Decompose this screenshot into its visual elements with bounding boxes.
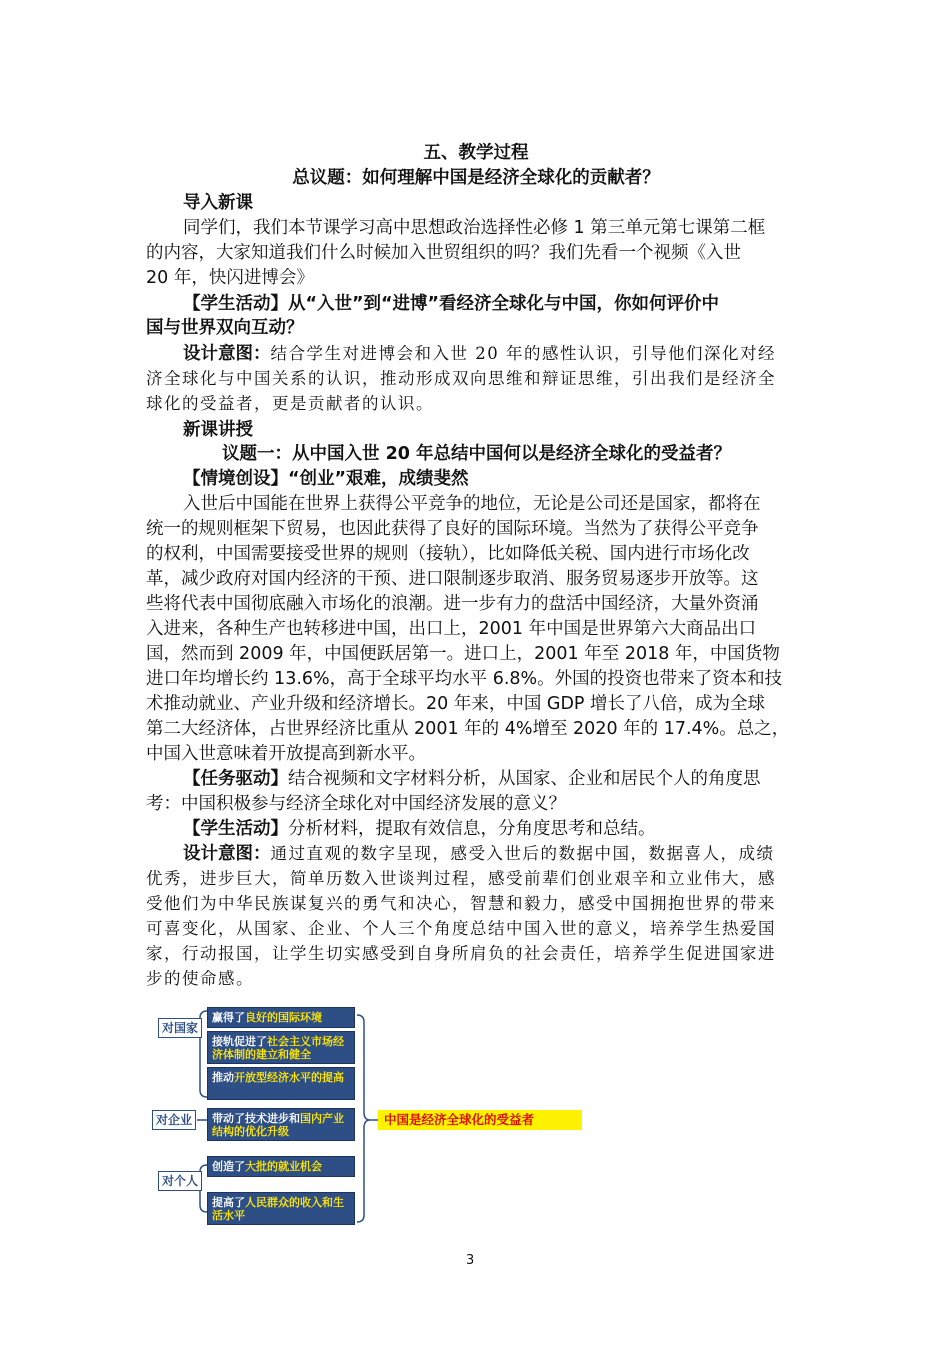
box-employment bbox=[207, 1156, 355, 1177]
box-living-standard bbox=[207, 1192, 355, 1225]
box-open-economy bbox=[207, 1067, 355, 1100]
box-industrial-upgrade bbox=[207, 1108, 355, 1141]
box-text: 推动 bbox=[212, 1071, 234, 1084]
design2-line-5: 家，行动报国，让学生切实感受到自身所肩负的社会责任，培养学生促进国家进 bbox=[146, 944, 776, 963]
box-highlight: 国内产业结构的优化升级 bbox=[212, 1112, 344, 1138]
activity2-text: 分析材料，提取有效信息，分角度思考和总结。 bbox=[288, 819, 656, 839]
body-line-10: 第二大经济体，占世界经济比重从 2001 年的 4%增至 2020 年的 17.4%。总之， bbox=[146, 719, 790, 739]
box-text: 接轨促进了 bbox=[212, 1035, 267, 1048]
activity2-label: 【学生活动】 bbox=[183, 819, 288, 839]
design2-line-3: 受他们为中华民族谋复兴的勇气和决心，智慧和毅力，感受中国拥抱世界的带来 bbox=[146, 894, 776, 913]
body-line-7: 国，然而到 2009 年，中国便跃居第一。进口上，2001 年至 2018 年，中国货物 bbox=[146, 644, 780, 664]
intro-line-3: 20 年，快闪进博会》 bbox=[146, 268, 314, 288]
design2-line-4: 可喜变化，从国家、企业、个人三个角度总结中国入世的意义，培养学生热爱国 bbox=[146, 919, 776, 938]
intro-line-1: 同学们，我们本节课学习高中思想政治选择性必修 1 第三单元第七课第二框 bbox=[183, 218, 766, 238]
body-line-9: 术推动就业、产业升级和经济增长。20 年来，中国 GDP 增长了八倍，成为全球 bbox=[146, 694, 766, 714]
design2-label: 设计意图： bbox=[183, 844, 271, 864]
scenario-heading: 【情境创设】“创业”艰难，成绩斐然 bbox=[183, 469, 469, 489]
box-market-economy bbox=[207, 1031, 355, 1064]
box-text: 带动了技术进步和 bbox=[212, 1112, 300, 1125]
design1-text-1: 结合学生对进博会和入世 20 年的感性认识，引导他们深化对经 bbox=[270, 344, 776, 363]
tag-enterprise: 对企业 bbox=[152, 1110, 196, 1130]
body-line-2: 统一的规则框架下贸易，也因此获得了良好的国际环境。当然为了获得公平竞争 bbox=[146, 519, 759, 539]
box-highlight: 人民群众的收入和生活水平 bbox=[212, 1196, 344, 1222]
body-line-8: 进口年均增长约 13.6%，高于全球平均水平 6.8%。外国的投资也带来了资本和技 bbox=[146, 669, 783, 689]
design2-line-2: 优秀，进步巨大，简单历数入世谈判过程，感受前辈们创业艰辛和立业伟大，感 bbox=[146, 869, 776, 888]
box-highlight: 社会主义市场经济体制的建立和健全 bbox=[212, 1035, 344, 1061]
intro-line-2: 的内容，大家知道我们什么时候加入世贸组织的吗？我们先看一个视频《入世 bbox=[146, 243, 741, 263]
box-text: 提高了 bbox=[212, 1196, 245, 1209]
body-line-5: 些将代表中国彻底融入市场化的浪潮。进一步有力的盘活中国经济，大量外资涌 bbox=[146, 594, 759, 614]
box-text: 创造了 bbox=[212, 1160, 245, 1173]
activity1-line-2: 国与世界双向互动？ bbox=[146, 318, 304, 338]
box-highlight: 开放型经济水平的提高 bbox=[234, 1071, 344, 1084]
main-topic: 总议题：如何理解中国是经济全球化的贡献者？ bbox=[292, 168, 660, 188]
box-highlight: 大批的就业机会 bbox=[245, 1160, 322, 1173]
design2-text-1: 通过直观的数字呈现，感受入世后的数据中国，数据喜人，成绩 bbox=[270, 844, 775, 863]
box-text: 赢得了 bbox=[212, 1011, 245, 1024]
design1-line-3: 球化的受益者，更是贡献者的认识。 bbox=[146, 394, 434, 413]
body-line-11: 中国入世意味着开放提高到新水平。 bbox=[146, 744, 426, 764]
new-lesson-heading: 新课讲授 bbox=[183, 420, 253, 440]
section-heading: 五、教学过程 bbox=[423, 143, 529, 163]
task-text-1: 结合视频和文字材料分析，从国家、企业和居民个人的角度思 bbox=[288, 769, 761, 789]
body-line-4: 革，减少政府对国内经济的干预、进口限制逐步取消、服务贸易逐步开放等。这 bbox=[146, 569, 759, 589]
tag-individual: 对个人 bbox=[158, 1171, 202, 1191]
result-box: 中国是经济全球化的受益者 bbox=[378, 1110, 582, 1130]
task-line-2: 考：中国积极参与经济全球化对中国经济发展的意义？ bbox=[146, 794, 566, 814]
design2-line-6: 步的使命感。 bbox=[146, 969, 254, 988]
box-highlight: 良好的国际环境 bbox=[245, 1011, 322, 1024]
page-number: 3 bbox=[466, 1253, 475, 1268]
body-line-6: 入进来，各种生产也转移进中国，出口上，2001 年中国是世界第六大商品出口 bbox=[146, 619, 757, 639]
box-international-environment bbox=[207, 1007, 355, 1028]
task-label: 【任务驱动】 bbox=[183, 769, 288, 789]
design1-label: 设计意图： bbox=[183, 344, 271, 364]
body-line-1: 入世后中国能在世界上获得公平竞争的地位，无论是公司还是国家，都将在 bbox=[183, 494, 761, 514]
body-line-3: 的权利，中国需要接受世界的规则（接轨），比如降低关税、国内进行市场化改 bbox=[146, 544, 750, 564]
right-bracket bbox=[357, 1015, 370, 1222]
design1-line-2: 济全球化与中国关系的认识，推动形成双向思维和辩证思维，引出我们是经济全 bbox=[146, 369, 776, 388]
tag-country: 对国家 bbox=[158, 1018, 202, 1038]
activity1-line-1: 【学生活动】从“入世”到“进博”看经济全球化与中国，你如何评价中 bbox=[183, 294, 720, 314]
topic1: 议题一：从中国入世 20 年总结中国何以是经济全球化的受益者？ bbox=[222, 444, 732, 464]
intro-heading: 导入新课 bbox=[183, 193, 253, 213]
